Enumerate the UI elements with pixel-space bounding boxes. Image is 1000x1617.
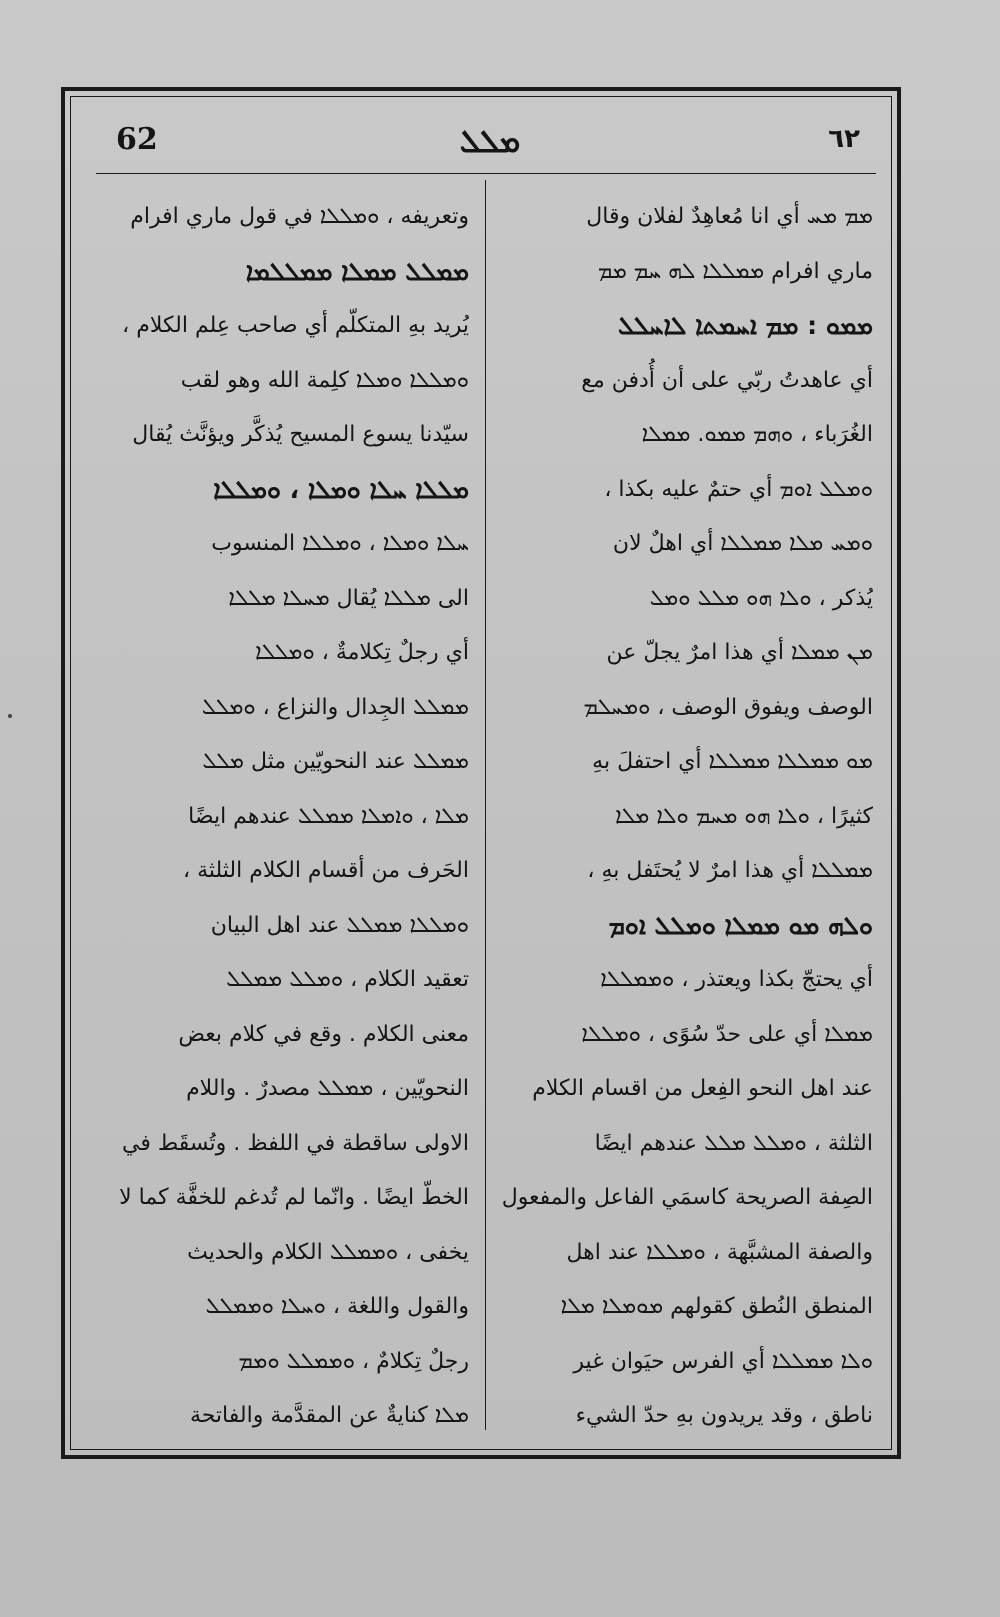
running-title: ܡܠܠ (459, 122, 521, 160)
text-line: أي يحتجّ بكذا ويعتذر ، ܘܡܡܠܠܐ (600, 967, 873, 992)
text-line: عند اهل النحو الفِعل من اقسام الكلام (532, 1076, 873, 1101)
text-line: معنى الكلام . وقع في كلام بعض (178, 1021, 469, 1047)
text-line: وتعريفه ، ܘܡܠܠܐ في قول ماري افرام (130, 204, 469, 229)
text-line: ܡܡ ܡܚ أي انا مُعاهِدٌ لفلان وقال (586, 204, 873, 229)
text-line: ܘܡܠܠ ܐܘܡ أي حتمٌ عليه بكذا ، (604, 476, 873, 502)
text-line: ماري افرام ܡܡܠܠܐ ܠܗ ܚܡ ܡܡ (597, 258, 873, 284)
header-rule (96, 173, 876, 174)
text-line: ܘܡܚ ܡܠܐ ܡܡܠܠܐ أي اهلٌ لان (612, 531, 873, 556)
page-number-left: 62 (116, 122, 158, 157)
text-line: الخطّ ايضًا . وانّما لم تُدغم للخفَّة كما لا (119, 1185, 469, 1210)
text-line: ܡܠܠܐ ܚܠܐ ܘܡܠܐ ، ܘܡܠܠܐ (213, 474, 469, 504)
text-line: ܘܠܗ ܡܘ ܡܡܠܐ ܘܡܠܠ ܐܘܡ (608, 910, 873, 940)
page-header (110, 112, 870, 172)
text-line: ܘܡܠܠܐ ܘܡܠܐ كلِمة الله وهو لقب (180, 367, 469, 393)
text-line: الغُرَباء ، ܘܗܡ ܡܡܘ. ܡܡܠܐ (641, 422, 873, 447)
text-line: تعقيد الكلام ، ܘܡܠܠ ܡܡܠܠ (226, 967, 469, 992)
text-line: ܡܠܐ ، ܘܐܡܠܐ ܡܡܠܠ عندهم ايضًا (188, 803, 469, 829)
text-line: يخفى ، ܘܡܡܠܠ الكلام والحديث (187, 1239, 469, 1265)
text-line: ܡܡܠܐ أي على حدّ سُوًى ، ܘܡܠܠܐ (581, 1021, 873, 1047)
text-line: والقول واللغة ، ܘܚܠܐ ܘܡܡܠܠ (205, 1294, 469, 1319)
text-line: أي عاهدتُ ربّي على أن أُدفن مع (581, 367, 873, 393)
text-line: ܡܡܘ : ܡܡ ܐܚܡܬܐ ܠܐܚܠܠ (618, 311, 873, 340)
left-text-column (94, 190, 469, 1444)
page-number-right: ٦٢ (828, 124, 860, 154)
text-line: سيّدنا يسوع المسيح يُذكَّر ويؤنَّث يُقال (132, 422, 469, 447)
text-line: الاولى ساقطة في اللفظ . وتُسقَط في (122, 1130, 469, 1156)
text-line: الى ܡܠܠܐ يُقال ܡܚܠܐ ܡܠܠܐ (228, 585, 469, 611)
text-line: النحويّين ، ܡܡܠܠ مصدرٌ . واللام (186, 1076, 469, 1101)
text-line: يُريد بهِ المتكلّم أي صاحب عِلم الكلام ، (122, 313, 469, 338)
text-line: ܘܡܠܠܐ ܡܡܠܠ عند اهل البيان (210, 912, 469, 938)
text-line: الوصف ويفوق الوصف ، ܘܡܚܠܡ (583, 694, 873, 720)
text-line: ܡܡܠܠ الجِدال والنزاع ، ܘܡܠܠ (201, 694, 469, 720)
text-line: المنطق النُطق كقولهم ܡܘܡܠܐ ܡܠܐ (560, 1294, 873, 1319)
text-line: ܡܘ ܡܡܠܠܐ ܡܡܠܠܐ أي احتفلَ بهِ (592, 749, 873, 774)
text-line: كثيرًا ، ܘܠܐ ܗܘ ܡܚܡ ܘܠܐ ܡܠܐ (615, 803, 873, 829)
text-line: ܡܡܠܠ ܡܡܠܐ ܡܡܠܠܡܐ (245, 256, 469, 286)
right-text-column (498, 190, 873, 1444)
text-line: يُذكر ، ܘܠܐ ܗܘ ܡܠܠ ܘܡܠ (649, 585, 873, 611)
text-line: ܡܡܠܠܐ أي هذا امرٌ لا يُحتَفل بهِ ، (587, 858, 873, 883)
margin-speck (8, 714, 12, 718)
text-line: ܘܠܐ ܡܡܠܠܐ أي الفرس حيَوان غير (573, 1348, 873, 1374)
text-line: الصِفة الصريحة كاسمَي الفاعل والمفعول (501, 1185, 873, 1210)
text-line: أي رجلٌ تِكلامةٌ ، ܘܡܠܠܐ (255, 640, 469, 665)
text-line: ܡܡܠܠ عند النحويّين مثل ܡܠܠ (202, 749, 469, 774)
text-line: الثلثة ، ܘܡܠܠ ܡܠܠ عندهم ايضًا (594, 1130, 873, 1156)
text-line: ناطق ، وقد يريدون بهِ حدّ الشيء (575, 1403, 873, 1428)
text-line: ܡܢ ܡܡܠܐ أي هذا امرٌ يجلّ عن (606, 640, 873, 665)
column-divider (485, 180, 486, 1430)
text-line: ܡܠܐ كنايةٌ عن المقدَّمة والفاتحة (189, 1403, 469, 1428)
text-line: الحَرف من أقسام الكلام الثلثة ، (182, 858, 469, 883)
text-line: والصفة المشبَّهة ، ܘܡܠܠܐ عند اهل (566, 1239, 873, 1265)
text-line: ܚܠܐ ܘܡܠܐ ، ܘܡܠܠܐ المنسوب (211, 531, 469, 556)
text-line: رجلٌ تِكلامٌ ، ܘܡܡܠܠ ܘܡܡ (238, 1348, 469, 1374)
